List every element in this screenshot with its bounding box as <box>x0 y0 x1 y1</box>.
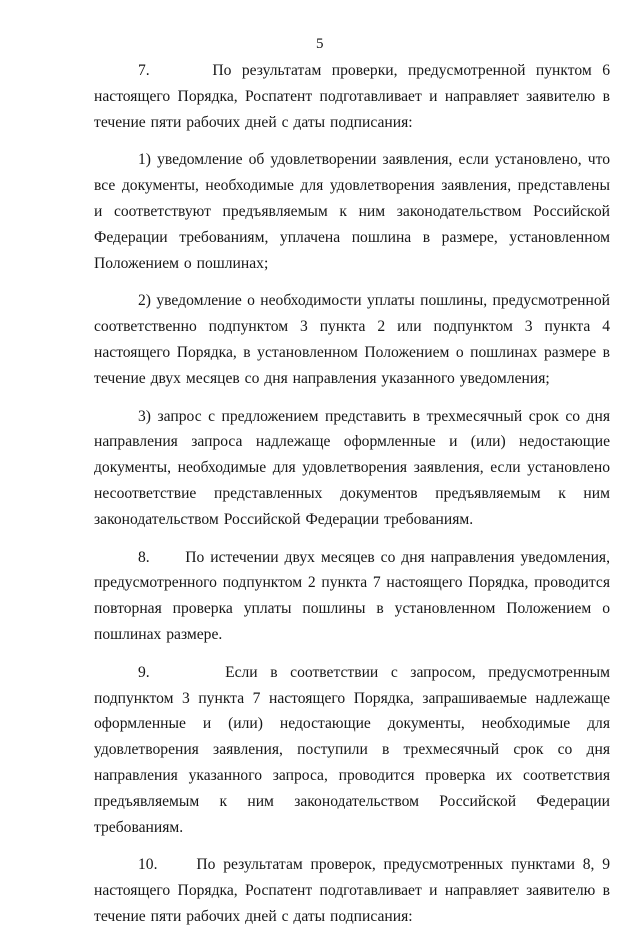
paragraph-7: 7. По результатам проверки, предусмотренной пунктом 6 настоящего Порядка, Роспатент подготавливает и направляет заявителю в течение пяти рабочих дней с даты подписания: <box>94 62 610 131</box>
paragraph-10: 10. По результатам проверок, предусмотренных пунктами 8, 9 настоящего Порядка, Роспатент подготавливает и направляет заявителю в течение пяти рабочих дней с даты подписания: <box>94 856 610 925</box>
paragraph-8: 8. По истечении двух месяцев со дня направления уведомления, предусмотренного подпунктом 2 пункта 7 настоящего Порядка, проводится повторная проверка уплаты пошлины в установленном Положением о пошлинах размере. <box>94 548 610 643</box>
page-number: 5 <box>316 36 324 52</box>
subparagraph-7-3: 3) запрос с предложением представить в трехмесячный срок со дня направления запроса надлежаще оформленные и (или) недостающие документы, необходимые для удовлетворения заявления, если установлено несоответствие представленных документов предъявляемым к ним законодательством Российской Федерации требованиям. <box>94 407 610 528</box>
paragraph-9: 9. Если в соответствии с запросом, предусмотренным подпунктом 3 пункта 7 настоящего Порядка, запрашиваемые надлежаще оформленные и (или) недостающие документы, необходимые для удовлетворения заявления, поступили в трехмесячный срок со дня направления указанного запроса, проводится проверка их соответствия предъявляемым к ним законодательством Российской Федерации требованиям. <box>94 663 610 836</box>
document-body <box>94 58 610 930</box>
subparagraph-7-2: 2) уведомление о необходимости уплаты пошлины, предусмотренной соответственно подпунктом 3 пункта 2 или подпунктом 3 пункта 4 настоящего Порядка, в установленном Положением о пошлинах размере в течение двух месяцев со дня направления указанного уведомления; <box>94 292 610 387</box>
subparagraph-7-1: 1) уведомление об удовлетворении заявления, если установлено, что все документы, необходимые для удовлетворения заявления, представлены и соответствуют предъявляемым к ним законодательством Российской Федерации требованиям, уплачена пошлина в размере, установленном Положением о пошлинах; <box>94 151 610 272</box>
